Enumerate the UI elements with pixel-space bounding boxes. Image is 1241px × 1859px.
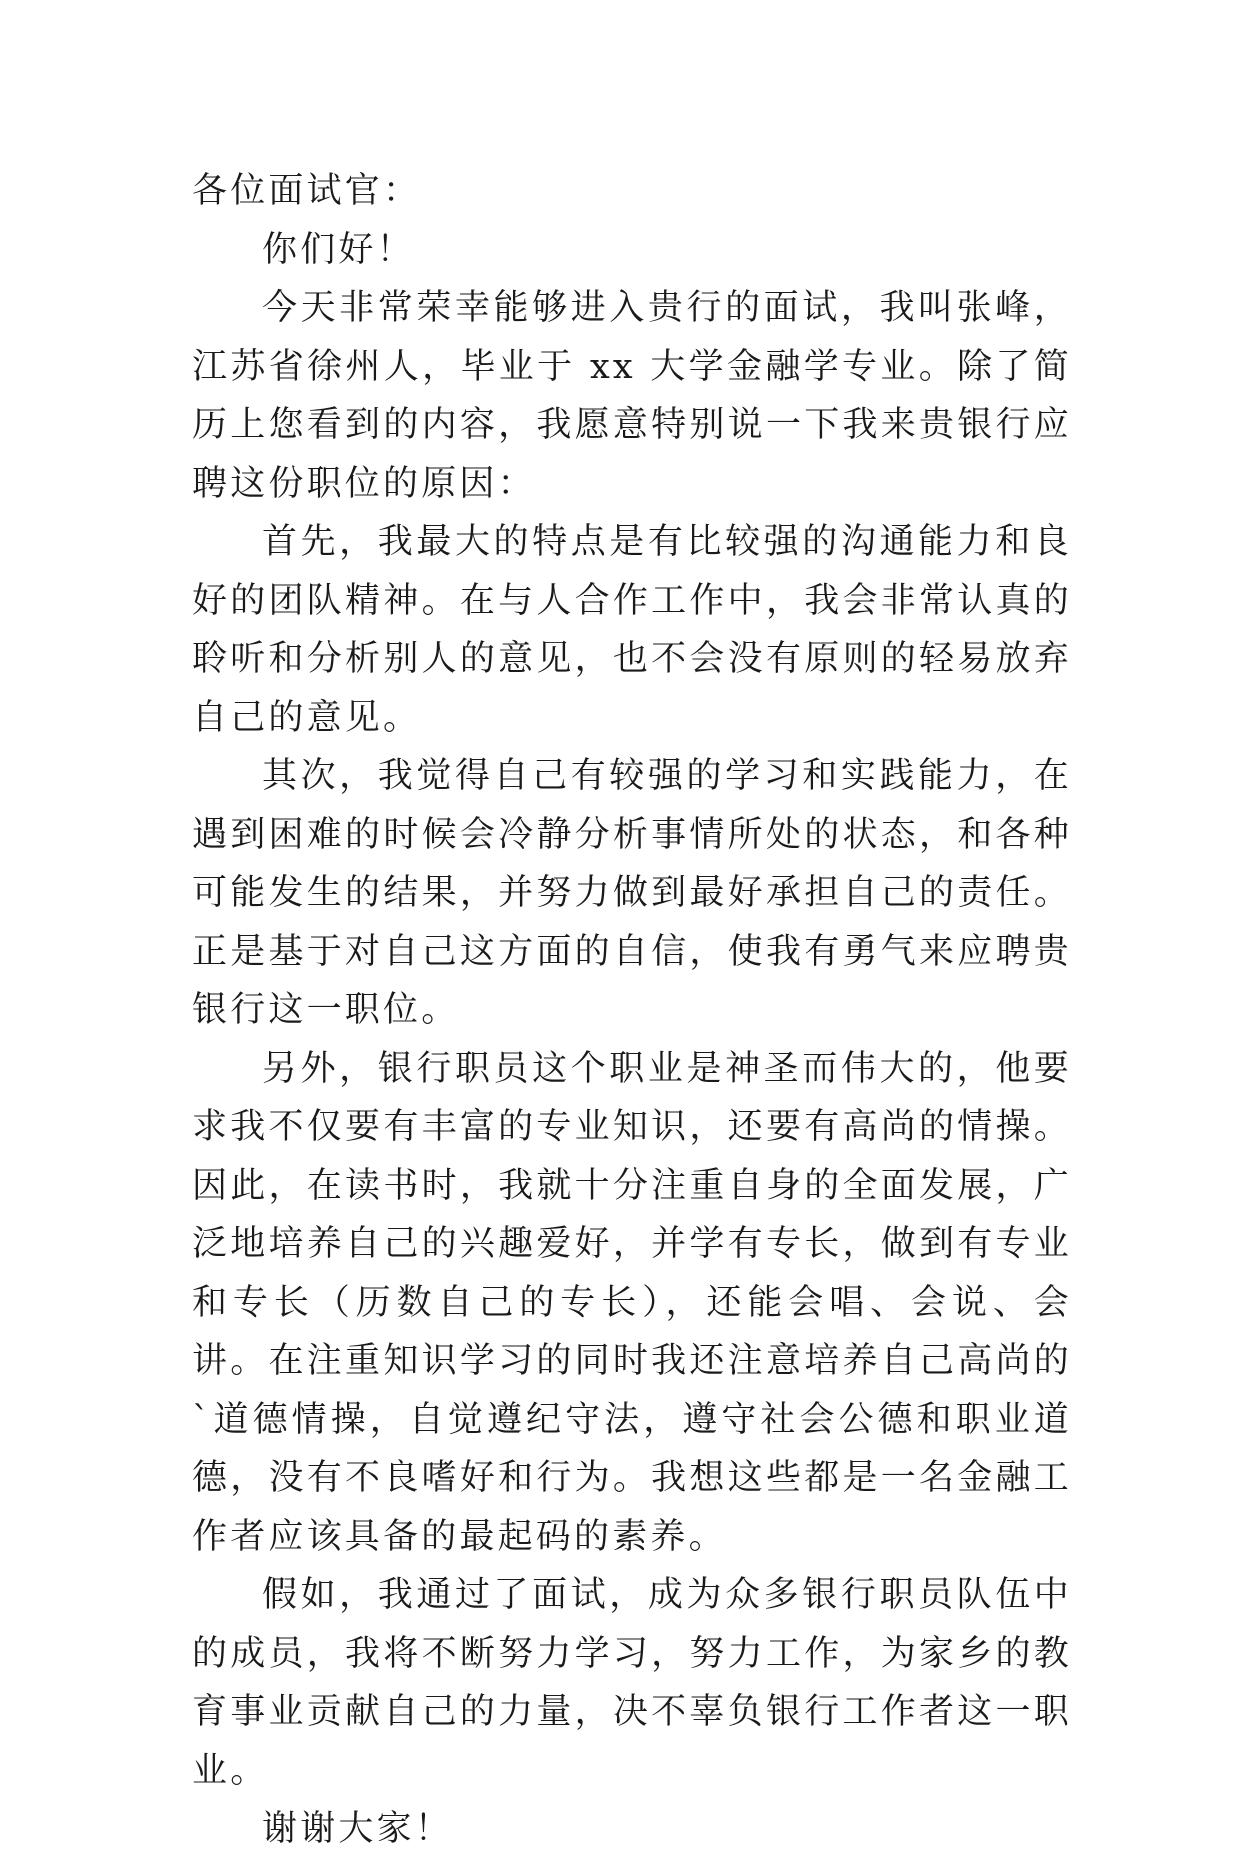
paragraph-intro: 今天非常荣幸能够进入贵行的面试，我叫张峰，江苏省徐州人，毕业于 xx 大学金融学专业。除了简历上您看到的内容，我愿意特别说一下我来贵银行应聘这份职位的原因： <box>192 288 1072 504</box>
paragraph-second: 其次，我觉得自己有较强的学习和实践能力，在遇到困难的时候会冷静分析事情所处的状态，和各种可能发生的结果，并努力做到最好承担自己的责任。正是基于对自己这方面的自信，使我有勇气来应聘贵银行这一职位。 <box>192 756 1072 1030</box>
salutation: 各位面试官： <box>192 171 422 211</box>
paragraph-if: 假如，我通过了面试，成为众多银行职员队伍中的成员，我将不断努力学习，努力工作，为家乡的教育事业贡献自己的力量，决不辜负银行工作者这一职业。 <box>192 1575 1072 1791</box>
greeting: 你们好！ <box>262 229 415 270</box>
closing: 谢谢大家！ <box>262 1809 454 1849</box>
paragraph-first: 首先，我最大的特点是有比较强的沟通能力和良好的团队精神。在与人合作工作中，我会非常认真的聆听和分析别人的意见，也不会没有原则的轻易放弃自己的意见。 <box>192 522 1072 738</box>
paragraph-additionally: 另外，银行职员这个职业是神圣而伟大的，他要求我不仅要有丰富的专业知识，还要有高尚的情操。因此，在读书时，我就十分注重自身的全面发展，广泛地培养自己的兴趣爱好，并学有专长，做到有专业和专长（历数自己的专长），还能会唱、会说、会讲。在注重知识学习的同时我还注意培养自己高尚的`道德情操，自觉遵纪守法，遵守社会公德和职业道德，没有不良嗜好和行为。我想这些都是一名金融工作者应该具备的最起码的素养。 <box>192 1048 1072 1557</box>
document-body <box>192 162 1072 1859</box>
